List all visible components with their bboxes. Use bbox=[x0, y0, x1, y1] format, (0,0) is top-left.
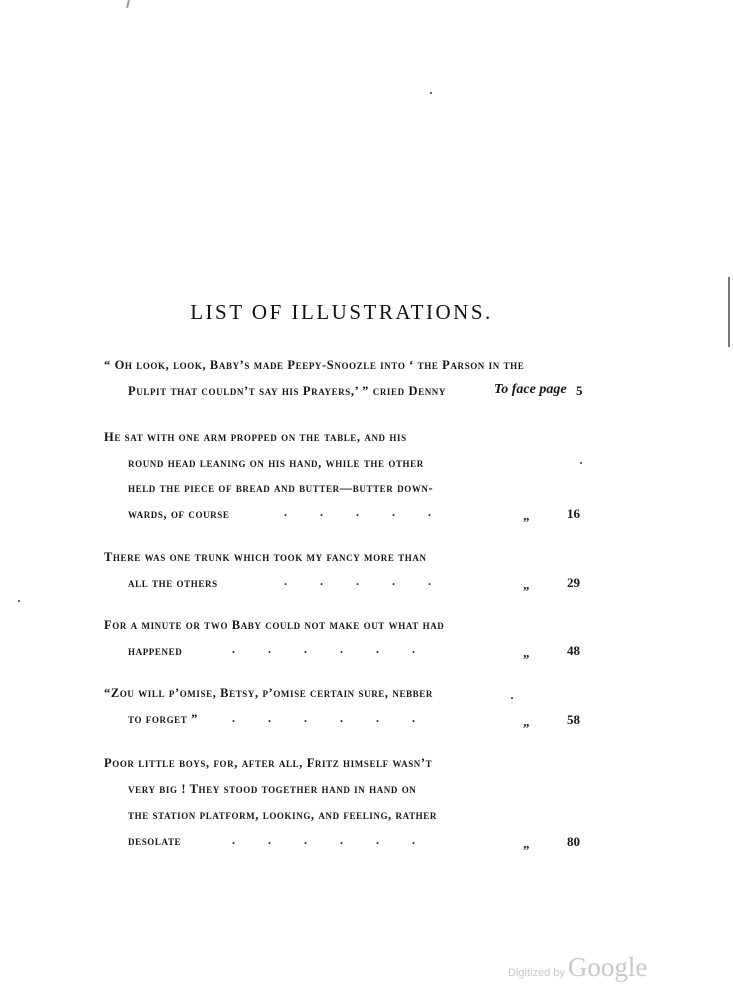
dot-leaders: . . . . . . bbox=[232, 833, 415, 847]
scan-speck bbox=[430, 92, 432, 94]
ditto-mark: „ bbox=[523, 714, 530, 729]
page-number: 58 bbox=[567, 712, 580, 727]
entry-line: For a minute or two Baby could not make out what had bbox=[104, 618, 445, 632]
ditto-mark: „ bbox=[523, 508, 530, 523]
entry-line: Poor little boys, for, after all, Fritz himself wasn’t bbox=[104, 756, 433, 770]
scan-speck bbox=[580, 462, 582, 464]
page-edge-line bbox=[728, 277, 730, 347]
page-number: 29 bbox=[567, 575, 580, 590]
google-logo: Google bbox=[567, 952, 648, 982]
ditto-mark: „ bbox=[523, 645, 530, 660]
page-number: 16 bbox=[567, 506, 580, 521]
watermark-prefix: Digitized by bbox=[508, 967, 565, 979]
digitized-watermark bbox=[508, 952, 647, 983]
entry-line: to forget ” bbox=[128, 712, 198, 726]
page-title: LIST OF ILLUSTRATIONS. bbox=[190, 300, 493, 325]
dot-leaders: . . . . . bbox=[284, 574, 431, 588]
entry-line: He sat with one arm propped on the table, and his bbox=[104, 430, 407, 444]
entry-line: very big ! They stood together hand in hand on bbox=[128, 782, 417, 796]
entry-line: desolate bbox=[128, 834, 182, 848]
entry-line: “Zou will p’omise, Betsy, p’omise certain sure, nebber bbox=[104, 686, 433, 700]
scan-mark bbox=[126, 0, 130, 8]
to-face-page-label: To face page bbox=[494, 382, 567, 397]
entry-line: There was one trunk which took my fancy more than bbox=[104, 550, 427, 564]
dot-leaders: . . . . . . bbox=[232, 711, 415, 725]
entry-line: wards, of course bbox=[128, 507, 230, 521]
entry-line: happened bbox=[128, 644, 183, 658]
page-number: 48 bbox=[567, 643, 580, 658]
scan-speck bbox=[511, 697, 513, 699]
ditto-mark: „ bbox=[523, 577, 530, 592]
entry-line: round head leaning on his hand, while the other bbox=[128, 456, 424, 470]
dot-leaders: . . . . . . bbox=[232, 642, 415, 656]
entry-line: the station platform, looking, and feeling, rather bbox=[128, 808, 437, 822]
page-number: 80 bbox=[567, 834, 580, 849]
entry-line: “ Oh look, look, Baby’s made Peepy-Snoozle into ‘ the Parson in the bbox=[104, 358, 525, 372]
entry-line: held the piece of bread and butter—butter down- bbox=[128, 481, 434, 495]
ditto-mark: „ bbox=[523, 836, 530, 851]
dot-leaders: . . . . . bbox=[284, 505, 431, 519]
entry-line: Pulpit that couldn’t say his Prayers,’ ” cried Denny bbox=[128, 384, 446, 398]
page-number: 5 bbox=[576, 383, 583, 398]
entry-line: all the others bbox=[128, 576, 218, 590]
scan-speck bbox=[18, 600, 20, 602]
